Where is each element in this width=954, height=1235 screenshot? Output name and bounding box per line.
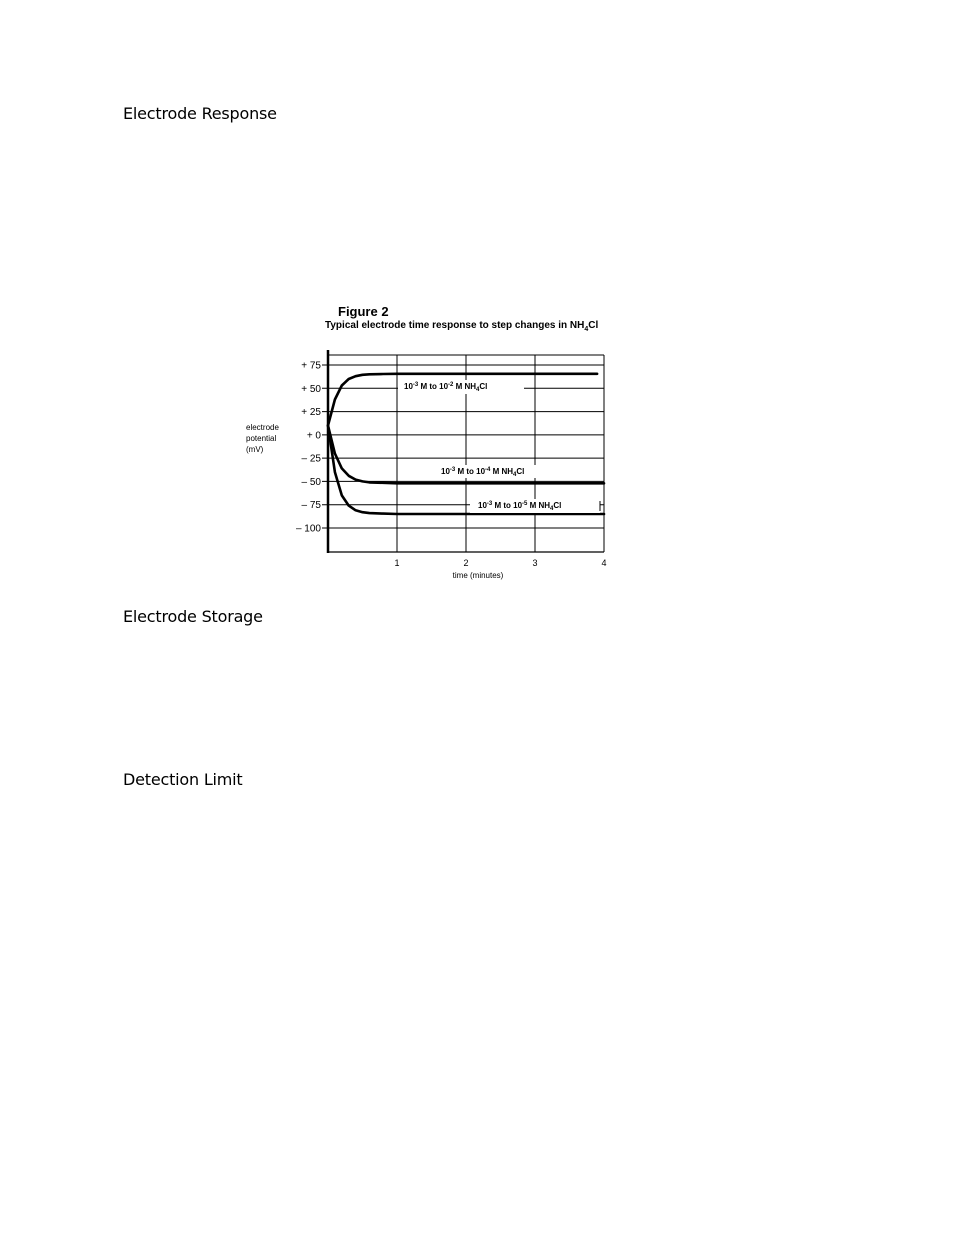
y-tick-label: + 25	[301, 407, 321, 419]
y-tick-label: – 75	[301, 500, 321, 512]
y-axis-label: potential	[246, 434, 277, 443]
x-axis-label: time (minutes)	[452, 571, 504, 580]
y-axis-label: electrode	[246, 423, 279, 432]
x-tick-label: 3	[532, 558, 538, 568]
figure-title: Figure 2	[338, 304, 389, 319]
heading-electrode-response: Electrode Response	[123, 104, 277, 123]
y-tick-label: + 50	[301, 383, 321, 395]
series-label-2: $10^{-3}$ M to $10^{-4}$ M $NH_4Cl$	[441, 467, 525, 478]
heading-electrode-storage: Electrode Storage	[123, 607, 263, 626]
x-tick-label: 1	[394, 558, 400, 568]
y-tick-label: – 50	[301, 476, 321, 488]
figure-caption: Typical electrode time response to step changes in $NH_4Cl$	[325, 320, 599, 333]
y-axis-label: (mV)	[246, 445, 264, 454]
x-tick-label: 4	[601, 558, 607, 568]
y-tick-label: + 0	[306, 430, 321, 442]
chart-labels	[246, 361, 607, 581]
y-tick-label: – 100	[295, 523, 321, 535]
electrode-response-chart	[0, 0, 954, 600]
series-label-1: $10^{-3}$ M to $10^{-2}$ M $NH_4Cl$	[404, 382, 488, 393]
y-tick-label: + 75	[301, 360, 321, 372]
x-tick-label: 2	[463, 558, 469, 568]
series-label-3: $10^{-3}$ M to $10^{-5}$ M $NH_4Cl$	[478, 501, 562, 512]
heading-detection-limit: Detection Limit	[123, 770, 243, 789]
y-tick-label: – 25	[301, 453, 321, 465]
